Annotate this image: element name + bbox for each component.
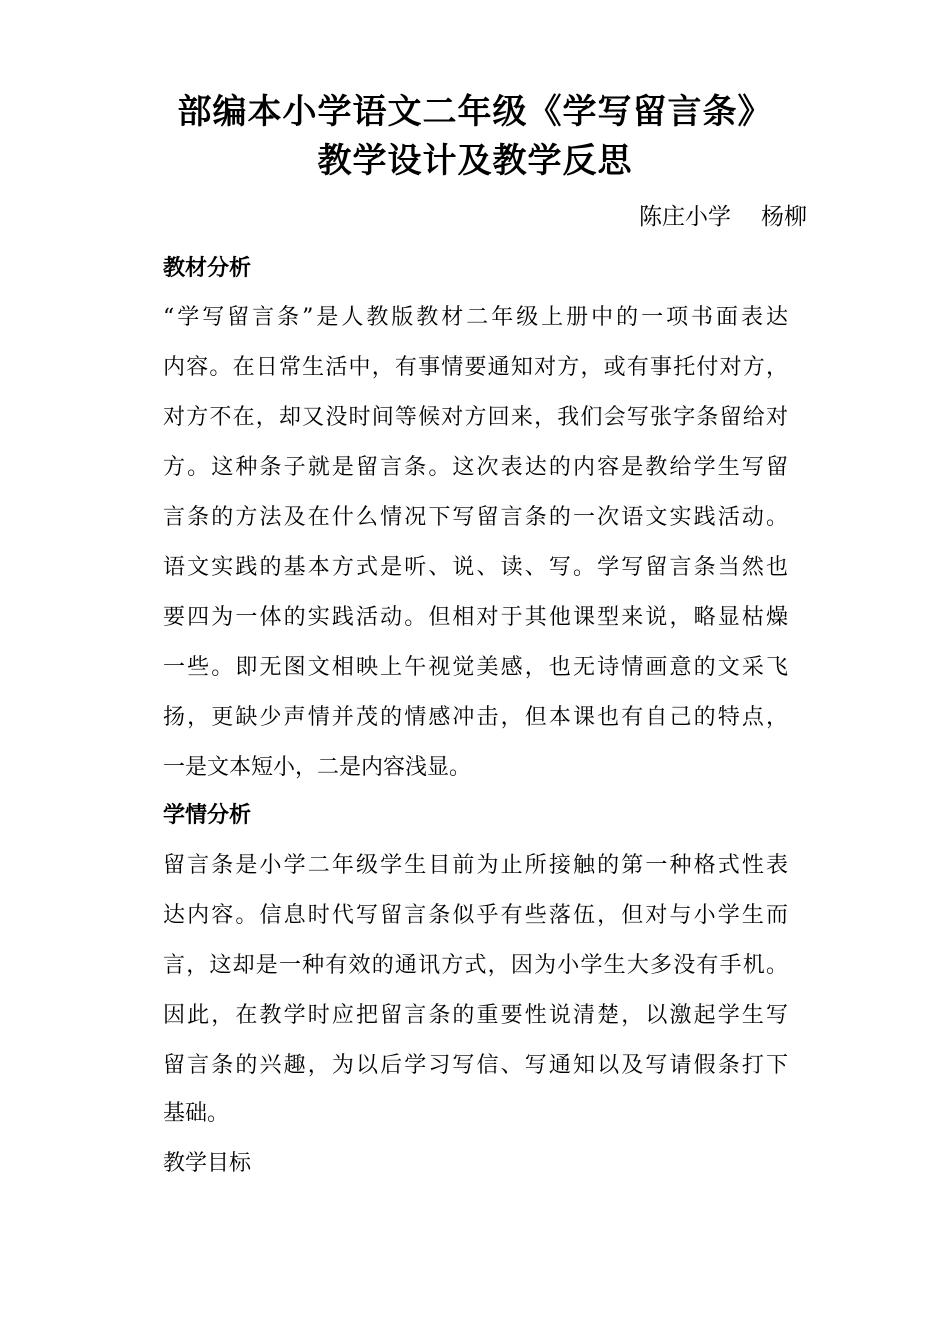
- students-paragraph-line: 达内容。信息时代写留言条似乎有些落伍，但对与小学生而: [163, 903, 788, 928]
- document-title-line-2: 教学设计及教学反思: [317, 141, 633, 181]
- document-title-line-1: 部编本小学语文二年级《学写留言条》: [177, 92, 773, 132]
- materials-paragraph-line: 一是文本短小，二是内容浅显。: [163, 755, 472, 780]
- students-paragraph-line: 言，这却是一种有效的通讯方式，因为小学生大多没有手机。: [163, 953, 788, 978]
- students-paragraph-line: 留言条的兴趣，为以后学习写信、写通知以及写请假条打下: [163, 1053, 788, 1078]
- materials-paragraph-line: 内容。在日常生活中，有事情要通知对方，或有事托付对方，: [163, 355, 788, 380]
- materials-paragraph-line: “学写留言条”是人教版教材二年级上册中的一项书面表达: [163, 305, 788, 330]
- materials-paragraph-line: 对方不在，却又没时间等候对方回来，我们会写张字条留给对: [163, 405, 788, 430]
- students-paragraph-line: 基础。: [163, 1101, 230, 1126]
- students-paragraph-line: 留言条是小学二年级学生目前为止所接触的第一种格式性表: [163, 853, 788, 878]
- materials-paragraph-line: 语文实践的基本方式是听、说、读、写。学写留言条当然也: [163, 555, 788, 580]
- author-line: [639, 201, 807, 233]
- materials-paragraph-line: 一些。即无图文相映上午视觉美感，也无诗情画意的文采飞: [163, 655, 788, 680]
- section-heading-materials: 教材分析: [163, 256, 252, 281]
- section-heading-goals: 教学目标: [163, 1151, 252, 1176]
- materials-paragraph-line: 言条的方法及在什么情况下写留言条的一次语文实践活动。: [163, 505, 788, 530]
- section-heading-students: 学情分析: [163, 803, 252, 828]
- author-school: 陈庄小学: [639, 204, 731, 230]
- author-name: 杨柳: [761, 204, 807, 230]
- materials-paragraph-line: 方。这种条子就是留言条。这次表达的内容是教给学生写留: [163, 455, 788, 480]
- materials-paragraph-line: 扬，更缺少声情并茂的情感冲击，但本课也有自己的特点，: [163, 705, 788, 730]
- students-paragraph-line: 因此，在教学时应把留言条的重要性说清楚，以激起学生写: [163, 1003, 788, 1028]
- materials-paragraph-line: 要四为一体的实践活动。但相对于其他课型来说，略显枯燥: [163, 605, 788, 630]
